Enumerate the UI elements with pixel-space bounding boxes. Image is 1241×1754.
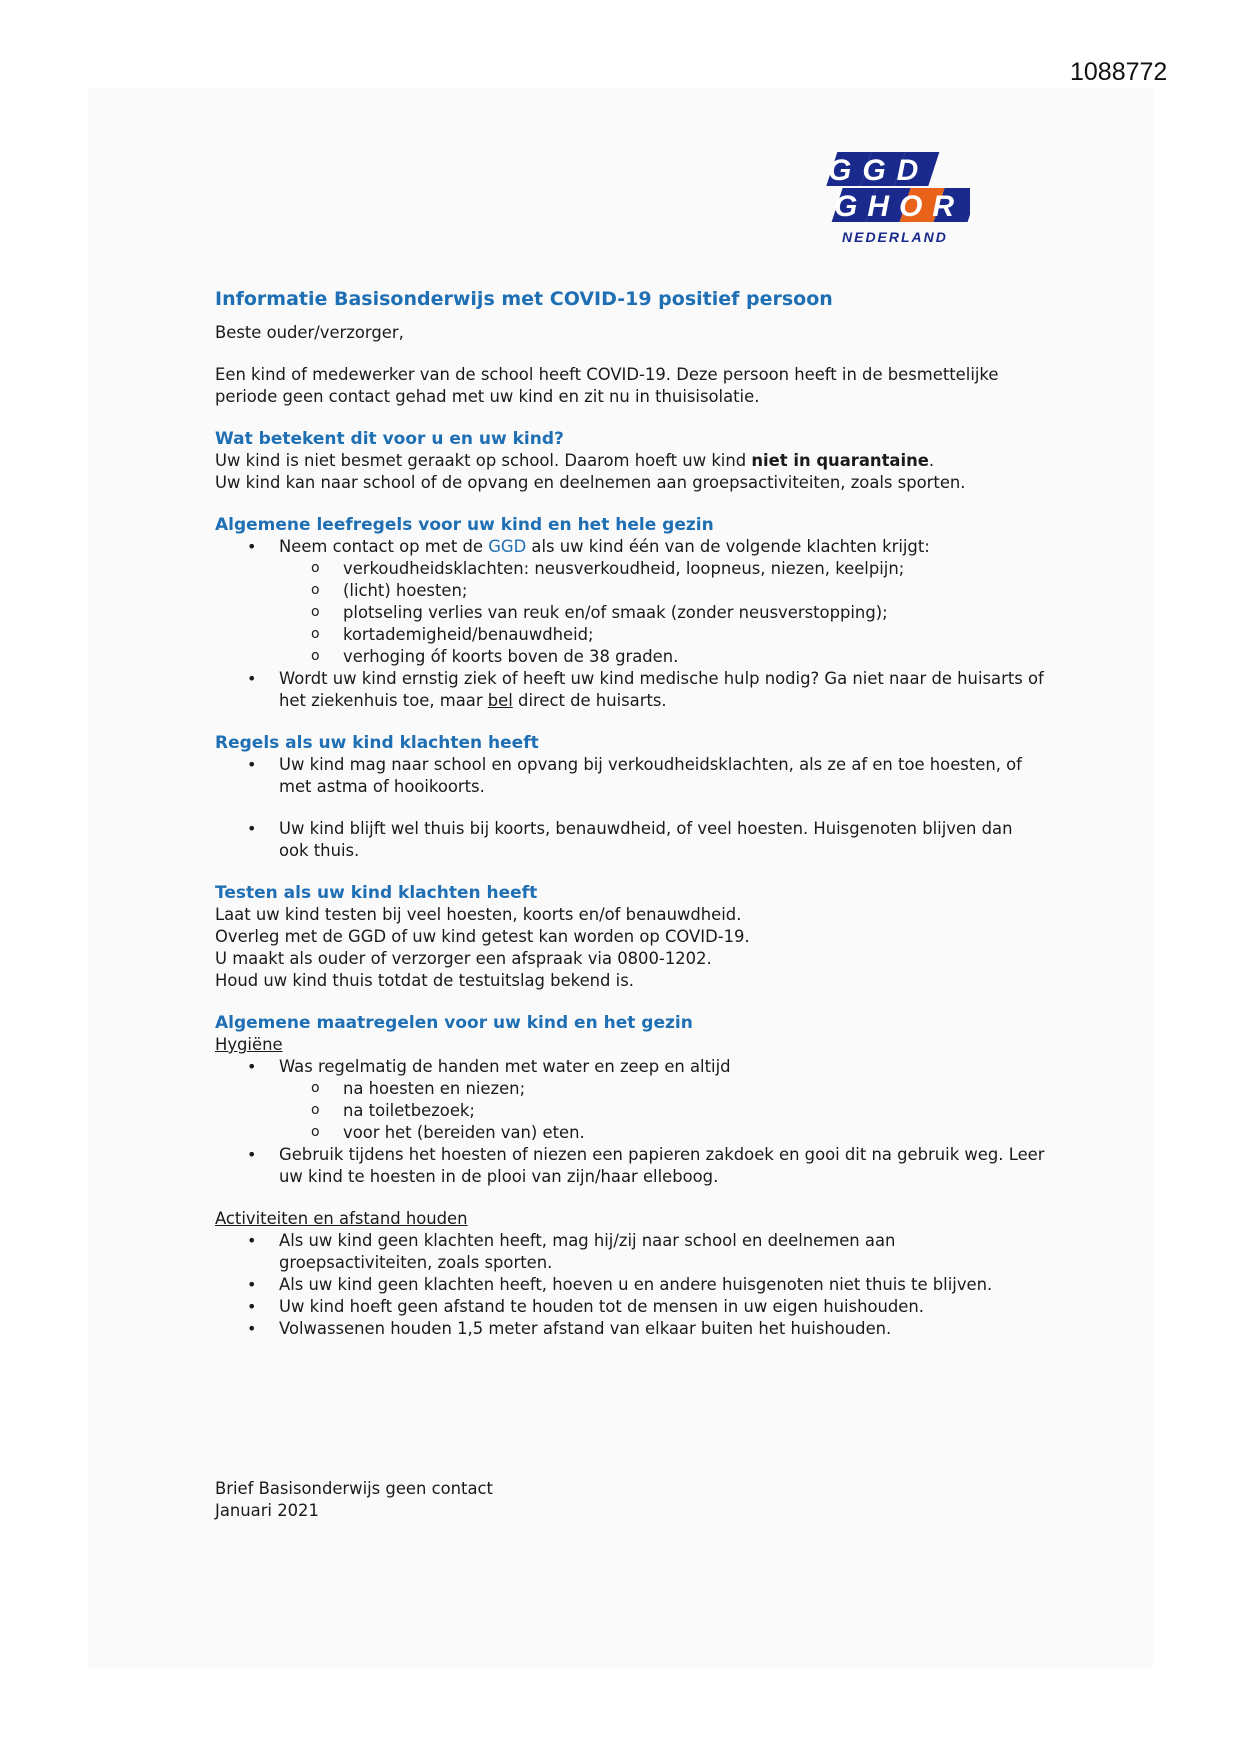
complaints-list [215, 754, 1045, 798]
meaning-paragraph-2: Uw kind kan naar school of de opvang en deelnemen aan groepsactiviteiten, zoals sporten. [215, 473, 966, 492]
list-item: • Was regelmatig de handen met water en zeep en altijd [215, 1056, 1045, 1078]
intro-paragraph: Een kind of medewerker van de school heeft COVID-19. Deze persoon heeft in de besmettelijke periode geen contact gehad met uw kind en zit nu in thuisisolatie. [215, 365, 999, 406]
section-heading-general-rules: Algemene leefregels voor uw kind en het hele gezin [215, 515, 714, 535]
document-number: 1088772 [1070, 58, 1168, 86]
greeting: Beste ouder/verzorger, [215, 323, 404, 342]
logo-text-ggd: GGD [828, 154, 930, 187]
sub-list-item: o na hoesten en niezen; [215, 1078, 1045, 1100]
section-heading-testing: Testen als uw kind klachten heeft [215, 883, 538, 903]
testing-line: U maakt als ouder of verzorger een afspraak via 0800-1202. [215, 949, 712, 968]
sub-list-item: o plotseling verlies van reuk en/of smaak (zonder neusverstopping); [215, 602, 1045, 624]
list-item: • Uw kind blijft wel thuis bij koorts, benauwdheid, of veel hoesten. Huisgenoten blijven dan ook thuis. [215, 818, 1045, 862]
logo-text-ghor: GHOR [834, 190, 964, 223]
sub-list-item: o voor het (bereiden van) eten. [215, 1122, 1045, 1144]
meaning-paragraph: Uw kind is niet besmet geraakt op school. Daarom hoeft uw kind niet in quarantaine. [215, 451, 935, 470]
list-item: • Als uw kind geen klachten heeft, mag hij/zij naar school en deelnemen aan groepsactiviteiten, zoals sporten. [215, 1230, 1045, 1274]
footer-line-2: Januari 2021 [215, 1501, 319, 1520]
sub-list-item: o verkoudheidsklachten: neusverkoudheid, loopneus, niezen, keelpijn; [215, 558, 1045, 580]
testing-line: Laat uw kind testen bij veel hoesten, koorts en/of benauwdheid. [215, 905, 742, 924]
sub-list-item: o kortademigheid/benauwdheid; [215, 624, 1045, 646]
footer-line-1: Brief Basisonderwijs geen contact [215, 1479, 493, 1498]
testing-line: Overleg met de GGD of uw kind getest kan worden op COVID-19. [215, 927, 750, 946]
logo-text-nederland: NEDERLAND [842, 229, 948, 245]
list-item: • Uw kind mag naar school en opvang bij verkoudheidsklachten, als ze af en toe hoesten, of met astma of hooikoorts. [215, 754, 1045, 798]
section-heading-meaning: Wat betekent dit voor u en uw kind? [215, 429, 564, 449]
list-item: • Gebruik tijdens het hoesten of niezen een papieren zakdoek en gooi dit na gebruik weg. Leer uw kind te hoesten in de plooi van zijn/haar elleboog. [215, 1144, 1045, 1188]
ggd-ghor-logo [800, 150, 970, 250]
list-item: • Neem contact op met de GGD als uw kind één van de volgende klachten krijgt: [215, 536, 1045, 558]
list-item: • Volwassenen houden 1,5 meter afstand van elkaar buiten het huishouden. [215, 1318, 1045, 1340]
page-title: Informatie Basisonderwijs met COVID-19 positief persoon [215, 288, 833, 310]
sub-list-item: o (licht) hoesten; [215, 580, 1045, 602]
subheading-hygiene: Hygiëne [215, 1035, 283, 1054]
list-item: • Als uw kind geen klachten heeft, hoeven u en andere huisgenoten niet thuis te blijven. [215, 1274, 1045, 1296]
hygiene-list [215, 1056, 1045, 1188]
testing-line: Houd uw kind thuis totdat de testuitslag bekend is. [215, 971, 634, 990]
section-heading-measures: Algemene maatregelen voor uw kind en het gezin [215, 1013, 693, 1033]
list-item: • Wordt uw kind ernstig ziek of heeft uw kind medische hulp nodig? Ga niet naar de huisarts of het ziekenhuis toe, maar bel direct de huisarts. [215, 668, 1045, 712]
sub-list-item: o verhoging óf koorts boven de 38 graden. [215, 646, 1045, 668]
no-quarantine-emphasis: niet in quarantaine [751, 451, 929, 470]
activities-list [215, 1230, 1045, 1340]
footer [215, 1478, 815, 1522]
general-rules-list [215, 536, 1045, 712]
letter-body [215, 286, 1045, 1340]
ggd-link[interactable]: GGD [488, 537, 527, 556]
subheading-activities: Activiteiten en afstand houden [215, 1209, 468, 1228]
complaints-list-2 [215, 818, 1045, 862]
sub-list-item: o na toiletbezoek; [215, 1100, 1045, 1122]
list-item: • Uw kind hoeft geen afstand te houden tot de mensen in uw eigen huishouden. [215, 1296, 1045, 1318]
section-heading-complaints: Regels als uw kind klachten heeft [215, 733, 539, 753]
